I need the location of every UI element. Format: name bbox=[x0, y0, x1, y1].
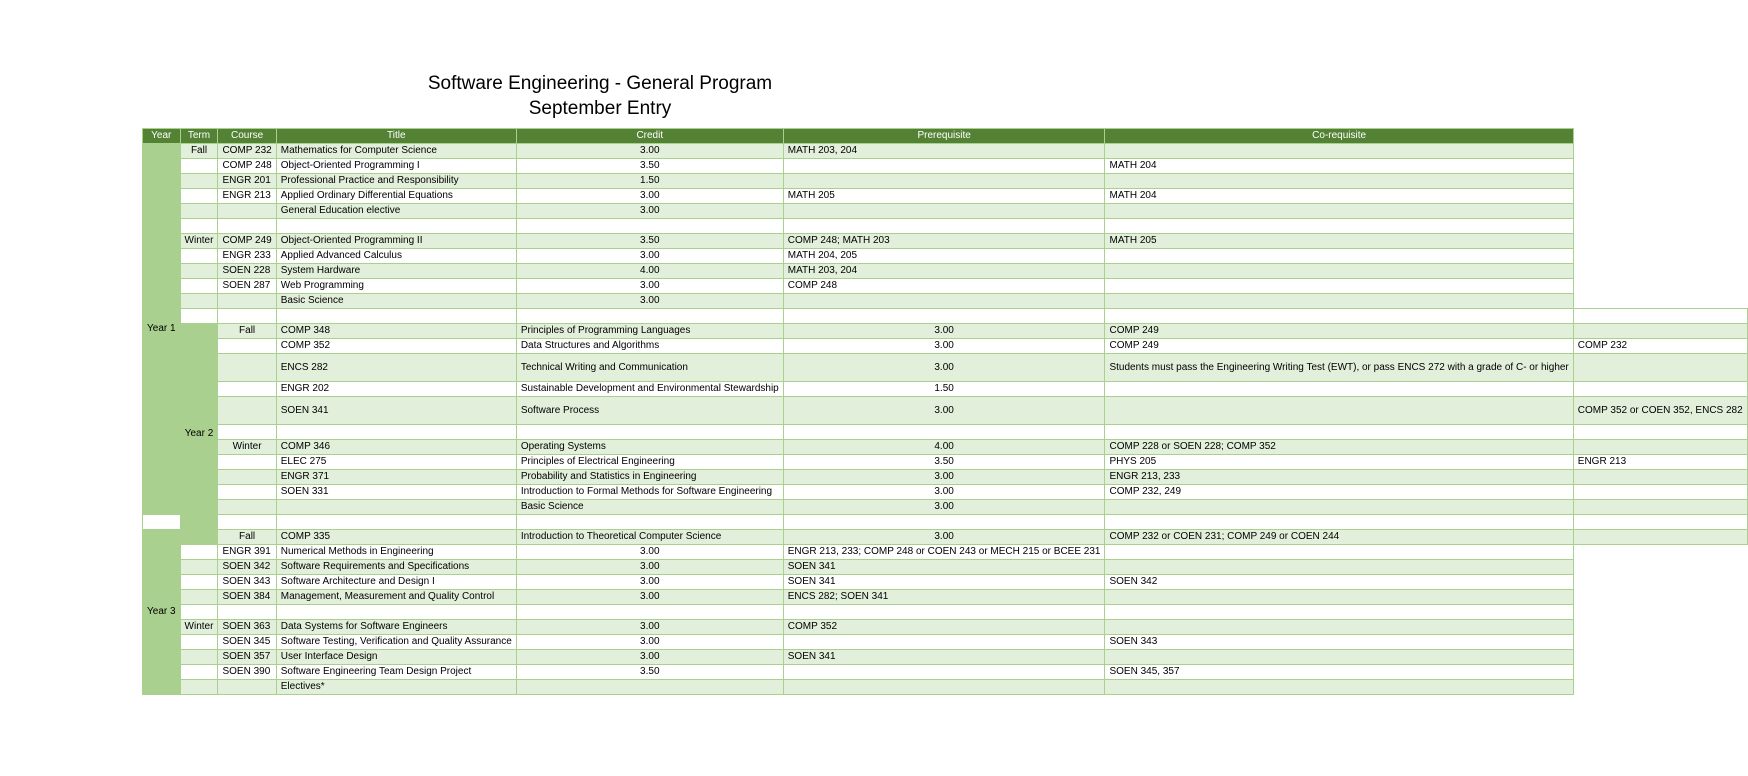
prerequisite-cell bbox=[1105, 515, 1573, 530]
term-cell bbox=[180, 204, 218, 219]
table-row bbox=[143, 425, 1748, 440]
table-row bbox=[143, 485, 1748, 500]
table-row bbox=[143, 575, 1748, 590]
course-cell: ELEC 275 bbox=[276, 455, 516, 470]
year-cell: Year 1 bbox=[143, 144, 181, 515]
prerequisite-cell bbox=[1105, 397, 1573, 425]
col-header-title: Title bbox=[276, 129, 516, 144]
credit-cell: 3.00 bbox=[783, 530, 1105, 545]
course-cell: ENGR 391 bbox=[218, 545, 276, 560]
prerequisite-cell: SOEN 341 bbox=[783, 575, 1105, 590]
table-row bbox=[143, 545, 1748, 560]
course-cell bbox=[218, 204, 276, 219]
prerequisite-cell: MATH 204, 205 bbox=[783, 249, 1105, 264]
title-cell: Applied Advanced Calculus bbox=[276, 249, 516, 264]
credit-cell: 3.00 bbox=[516, 620, 783, 635]
term-cell bbox=[218, 382, 276, 397]
corequisite-cell: ENGR 213 bbox=[1573, 455, 1747, 470]
prerequisite-cell bbox=[783, 294, 1105, 309]
term-cell bbox=[218, 309, 276, 324]
title-cell: Introduction to Theoretical Computer Science bbox=[516, 530, 783, 545]
credit-cell bbox=[783, 309, 1105, 324]
title-cell: Software Architecture and Design I bbox=[276, 575, 516, 590]
term-cell bbox=[218, 354, 276, 382]
term-cell: Winter bbox=[218, 440, 276, 455]
title-cell: Sustainable Development and Environmental Stewardship bbox=[516, 382, 783, 397]
document-title-block bbox=[0, 71, 1200, 121]
corequisite-cell bbox=[1105, 590, 1573, 605]
credit-cell: 3.00 bbox=[783, 470, 1105, 485]
table-row bbox=[143, 234, 1748, 249]
corequisite-cell bbox=[1573, 425, 1747, 440]
table-row bbox=[143, 635, 1748, 650]
term-cell: Fall bbox=[218, 530, 276, 545]
course-cell: ENGR 201 bbox=[218, 174, 276, 189]
credit-cell: 3.00 bbox=[516, 249, 783, 264]
table-row bbox=[143, 515, 1748, 530]
table-row bbox=[143, 189, 1748, 204]
corequisite-cell: MATH 204 bbox=[1105, 189, 1573, 204]
course-cell: COMP 348 bbox=[276, 324, 516, 339]
title-cell: Numerical Methods in Engineering bbox=[276, 545, 516, 560]
prerequisite-cell bbox=[783, 635, 1105, 650]
corequisite-cell bbox=[1573, 530, 1747, 545]
term-cell bbox=[180, 294, 218, 309]
course-cell: ENCS 282 bbox=[276, 354, 516, 382]
year-cell bbox=[180, 309, 218, 324]
corequisite-cell bbox=[1105, 680, 1573, 695]
col-header-term: Term bbox=[180, 129, 218, 144]
title-cell: Data Structures and Algorithms bbox=[516, 339, 783, 354]
title-cell: Basic Science bbox=[516, 500, 783, 515]
term-cell bbox=[218, 339, 276, 354]
title-cell bbox=[516, 309, 783, 324]
corequisite-cell bbox=[1105, 144, 1573, 159]
corequisite-cell bbox=[1105, 219, 1573, 234]
corequisite-cell: SOEN 343 bbox=[1105, 635, 1573, 650]
course-cell bbox=[276, 309, 516, 324]
title-cell: Object-Oriented Programming I bbox=[276, 159, 516, 174]
credit-cell: 3.00 bbox=[516, 650, 783, 665]
credit-cell: 4.00 bbox=[516, 264, 783, 279]
table-row bbox=[143, 665, 1748, 680]
prerequisite-cell: SOEN 341 bbox=[783, 650, 1105, 665]
table-row bbox=[143, 500, 1748, 515]
term-cell bbox=[218, 515, 276, 530]
term-cell bbox=[180, 635, 218, 650]
course-cell: ENGR 371 bbox=[276, 470, 516, 485]
course-cell: SOEN 341 bbox=[276, 397, 516, 425]
col-header-corequisite: Co-requisite bbox=[1105, 129, 1573, 144]
prerequisite-cell bbox=[1105, 500, 1573, 515]
term-cell bbox=[180, 590, 218, 605]
table-row bbox=[143, 309, 1748, 324]
credit-cell: 3.00 bbox=[516, 635, 783, 650]
corequisite-cell: COMP 232 bbox=[1573, 339, 1747, 354]
course-cell: SOEN 357 bbox=[218, 650, 276, 665]
prerequisite-cell: COMP 228 or SOEN 228; COMP 352 bbox=[1105, 440, 1573, 455]
credit-cell: 1.50 bbox=[783, 382, 1105, 397]
table-row bbox=[143, 204, 1748, 219]
document-subtitle: September Entry bbox=[528, 98, 672, 119]
credit-cell bbox=[516, 605, 783, 620]
term-cell bbox=[180, 575, 218, 590]
prerequisite-cell: MATH 205 bbox=[783, 189, 1105, 204]
corequisite-cell bbox=[1105, 174, 1573, 189]
prerequisite-cell: MATH 203, 204 bbox=[783, 264, 1105, 279]
title-cell: General Education elective bbox=[276, 204, 516, 219]
title-cell: User Interface Design bbox=[276, 650, 516, 665]
corequisite-cell: COMP 352 or COEN 352, ENCS 282 bbox=[1573, 397, 1747, 425]
corequisite-cell bbox=[1105, 605, 1573, 620]
title-cell: Electives* bbox=[276, 680, 516, 695]
year-cell bbox=[143, 515, 181, 530]
table-row bbox=[143, 159, 1748, 174]
title-cell bbox=[276, 605, 516, 620]
table-row bbox=[143, 144, 1748, 159]
corequisite-cell bbox=[1573, 440, 1747, 455]
corequisite-cell: SOEN 345, 357 bbox=[1105, 665, 1573, 680]
col-header-year: Year bbox=[143, 129, 181, 144]
corequisite-cell: SOEN 342 bbox=[1105, 575, 1573, 590]
term-cell: Winter bbox=[180, 620, 218, 635]
title-cell: Data Systems for Software Engineers bbox=[276, 620, 516, 635]
table-row bbox=[143, 470, 1748, 485]
title-cell: Principles of Electrical Engineering bbox=[516, 455, 783, 470]
credit-cell: 1.50 bbox=[516, 174, 783, 189]
title-cell: Technical Writing and Communication bbox=[516, 354, 783, 382]
term-cell bbox=[218, 485, 276, 500]
corequisite-cell bbox=[1105, 249, 1573, 264]
prerequisite-cell bbox=[783, 605, 1105, 620]
table-row bbox=[143, 174, 1748, 189]
corequisite-cell: MATH 204 bbox=[1105, 159, 1573, 174]
term-cell: Fall bbox=[180, 144, 218, 159]
credit-cell: 3.00 bbox=[783, 324, 1105, 339]
course-cell: COMP 335 bbox=[276, 530, 516, 545]
corequisite-cell bbox=[1573, 354, 1747, 382]
prerequisite-cell: COMP 352 bbox=[783, 620, 1105, 635]
corequisite-cell bbox=[1573, 470, 1747, 485]
table-row bbox=[143, 354, 1748, 382]
course-cell bbox=[218, 605, 276, 620]
prerequisite-cell bbox=[1105, 425, 1573, 440]
table-row bbox=[143, 249, 1748, 264]
prerequisite-cell bbox=[783, 680, 1105, 695]
corequisite-cell bbox=[1105, 294, 1573, 309]
corequisite-cell bbox=[1573, 324, 1747, 339]
term-cell bbox=[180, 189, 218, 204]
title-cell: Software Requirements and Specifications bbox=[276, 560, 516, 575]
col-header-credit: Credit bbox=[516, 129, 783, 144]
table-row bbox=[143, 455, 1748, 470]
credit-cell: 4.00 bbox=[783, 440, 1105, 455]
credit-cell: 3.50 bbox=[783, 455, 1105, 470]
corequisite-cell bbox=[1105, 279, 1573, 294]
corequisite-cell bbox=[1573, 485, 1747, 500]
corequisite-cell bbox=[1105, 650, 1573, 665]
course-cell bbox=[276, 425, 516, 440]
course-cell: SOEN 343 bbox=[218, 575, 276, 590]
credit-cell: 3.50 bbox=[516, 665, 783, 680]
term-cell bbox=[218, 470, 276, 485]
course-cell bbox=[276, 515, 516, 530]
term-cell bbox=[180, 560, 218, 575]
prerequisite-cell: COMP 232, 249 bbox=[1105, 485, 1573, 500]
table-row bbox=[143, 560, 1748, 575]
prerequisite-cell bbox=[783, 219, 1105, 234]
course-cell: SOEN 287 bbox=[218, 279, 276, 294]
corequisite-cell: MATH 205 bbox=[1105, 234, 1573, 249]
course-cell bbox=[218, 219, 276, 234]
title-cell: Principles of Programming Languages bbox=[516, 324, 783, 339]
title-cell: Introduction to Formal Methods for Software Engineering bbox=[516, 485, 783, 500]
credit-cell: 3.00 bbox=[783, 354, 1105, 382]
title-cell: Basic Science bbox=[276, 294, 516, 309]
table-row bbox=[143, 590, 1748, 605]
term-cell bbox=[180, 605, 218, 620]
credit-cell: 3.00 bbox=[516, 294, 783, 309]
table-row bbox=[143, 279, 1748, 294]
prerequisite-cell: ENGR 213, 233 bbox=[1105, 470, 1573, 485]
title-cell: Probability and Statistics in Engineering bbox=[516, 470, 783, 485]
credit-cell: 3.00 bbox=[516, 279, 783, 294]
course-cell: SOEN 345 bbox=[218, 635, 276, 650]
prerequisite-cell bbox=[783, 174, 1105, 189]
course-cell bbox=[276, 500, 516, 515]
credit-cell bbox=[783, 515, 1105, 530]
title-cell: Software Process bbox=[516, 397, 783, 425]
credit-cell: 3.00 bbox=[783, 397, 1105, 425]
term-cell bbox=[180, 279, 218, 294]
course-cell: ENGR 213 bbox=[218, 189, 276, 204]
title-cell: Management, Measurement and Quality Control bbox=[276, 590, 516, 605]
table-row bbox=[143, 219, 1748, 234]
credit-cell: 3.00 bbox=[783, 485, 1105, 500]
term-cell: Winter bbox=[180, 234, 218, 249]
term-cell bbox=[180, 159, 218, 174]
term-cell bbox=[218, 455, 276, 470]
course-cell: COMP 249 bbox=[218, 234, 276, 249]
title-cell: Operating Systems bbox=[516, 440, 783, 455]
year-cell: Year 3 bbox=[143, 530, 181, 695]
credit-cell: 3.50 bbox=[516, 159, 783, 174]
document-title: Software Engineering - General Program bbox=[427, 73, 773, 94]
course-cell: SOEN 228 bbox=[218, 264, 276, 279]
table-row bbox=[143, 324, 1748, 339]
prerequisite-cell: ENCS 282; SOEN 341 bbox=[783, 590, 1105, 605]
prerequisite-cell bbox=[1105, 309, 1573, 324]
course-schedule-table bbox=[142, 128, 1748, 695]
credit-cell bbox=[516, 219, 783, 234]
credit-cell: 3.00 bbox=[516, 545, 783, 560]
term-cell bbox=[180, 219, 218, 234]
credit-cell: 3.50 bbox=[516, 234, 783, 249]
credit-cell: 3.00 bbox=[516, 590, 783, 605]
header-row bbox=[143, 129, 1748, 144]
table-row bbox=[143, 339, 1748, 354]
col-header-course: Course bbox=[218, 129, 276, 144]
term-cell: Fall bbox=[218, 324, 276, 339]
prerequisite-cell: Students must pass the Engineering Writing Test (EWT), or pass ENCS 272 with a grade of C- or higher bbox=[1105, 354, 1573, 382]
credit-cell: 3.00 bbox=[516, 575, 783, 590]
title-cell: Professional Practice and Responsibility bbox=[276, 174, 516, 189]
title-cell bbox=[516, 425, 783, 440]
prerequisite-cell: COMP 249 bbox=[1105, 324, 1573, 339]
table-row bbox=[143, 530, 1748, 545]
title-cell bbox=[276, 219, 516, 234]
credit-cell: 3.00 bbox=[516, 204, 783, 219]
col-header-prerequisite: Prerequisite bbox=[783, 129, 1105, 144]
corequisite-cell bbox=[1105, 264, 1573, 279]
prerequisite-cell bbox=[783, 204, 1105, 219]
term-cell bbox=[180, 249, 218, 264]
course-cell bbox=[218, 294, 276, 309]
title-cell: System Hardware bbox=[276, 264, 516, 279]
term-cell bbox=[180, 665, 218, 680]
prerequisite-cell bbox=[783, 665, 1105, 680]
prerequisite-cell: COMP 249 bbox=[1105, 339, 1573, 354]
credit-cell: 3.00 bbox=[783, 339, 1105, 354]
prerequisite-cell: ENGR 213, 233; COMP 248 or COEN 243 or MECH 215 or BCEE 231 bbox=[783, 545, 1105, 560]
title-cell: Software Testing, Verification and Quality Assurance bbox=[276, 635, 516, 650]
table-row bbox=[143, 620, 1748, 635]
corequisite-cell bbox=[1105, 545, 1573, 560]
corequisite-cell bbox=[1573, 309, 1747, 324]
prerequisite-cell bbox=[783, 159, 1105, 174]
course-cell: COMP 248 bbox=[218, 159, 276, 174]
corequisite-cell bbox=[1105, 560, 1573, 575]
title-cell bbox=[516, 515, 783, 530]
title-cell: Applied Ordinary Differential Equations bbox=[276, 189, 516, 204]
course-cell: ENGR 202 bbox=[276, 382, 516, 397]
prerequisite-cell: COMP 248; MATH 203 bbox=[783, 234, 1105, 249]
course-cell: COMP 232 bbox=[218, 144, 276, 159]
table-row bbox=[143, 605, 1748, 620]
table-row bbox=[143, 382, 1748, 397]
credit-cell: 3.00 bbox=[783, 500, 1105, 515]
prerequisite-cell bbox=[1105, 382, 1573, 397]
table-row bbox=[143, 650, 1748, 665]
term-cell bbox=[218, 397, 276, 425]
table-row bbox=[143, 294, 1748, 309]
course-cell: SOEN 363 bbox=[218, 620, 276, 635]
corequisite-cell bbox=[1573, 500, 1747, 515]
corequisite-cell bbox=[1105, 204, 1573, 219]
course-cell: COMP 346 bbox=[276, 440, 516, 455]
table-row bbox=[143, 680, 1748, 695]
year-cell: Year 2 bbox=[180, 324, 218, 545]
title-cell: Mathematics for Computer Science bbox=[276, 144, 516, 159]
credit-cell bbox=[516, 680, 783, 695]
term-cell bbox=[180, 174, 218, 189]
prerequisite-cell: COMP 248 bbox=[783, 279, 1105, 294]
term-cell bbox=[180, 545, 218, 560]
credit-cell: 3.00 bbox=[516, 144, 783, 159]
course-cell: SOEN 342 bbox=[218, 560, 276, 575]
term-cell bbox=[180, 264, 218, 279]
corequisite-cell bbox=[1105, 620, 1573, 635]
term-cell bbox=[180, 680, 218, 695]
table-row bbox=[143, 397, 1748, 425]
course-cell bbox=[218, 680, 276, 695]
course-cell: SOEN 384 bbox=[218, 590, 276, 605]
prerequisite-cell: COMP 232 or COEN 231; COMP 249 or COEN 244 bbox=[1105, 530, 1573, 545]
title-cell: Object-Oriented Programming II bbox=[276, 234, 516, 249]
credit-cell: 3.00 bbox=[516, 560, 783, 575]
prerequisite-cell: SOEN 341 bbox=[783, 560, 1105, 575]
prerequisite-cell: MATH 203, 204 bbox=[783, 144, 1105, 159]
course-cell: SOEN 331 bbox=[276, 485, 516, 500]
table-row bbox=[143, 264, 1748, 279]
title-cell: Software Engineering Team Design Project bbox=[276, 665, 516, 680]
corequisite-cell bbox=[1573, 382, 1747, 397]
credit-cell: 3.00 bbox=[516, 189, 783, 204]
term-cell bbox=[218, 500, 276, 515]
prerequisite-cell: PHYS 205 bbox=[1105, 455, 1573, 470]
title-cell: Web Programming bbox=[276, 279, 516, 294]
term-cell bbox=[180, 650, 218, 665]
term-cell bbox=[218, 425, 276, 440]
course-cell: SOEN 390 bbox=[218, 665, 276, 680]
course-cell: COMP 352 bbox=[276, 339, 516, 354]
table-row bbox=[143, 440, 1748, 455]
credit-cell bbox=[783, 425, 1105, 440]
corequisite-cell bbox=[1573, 515, 1747, 530]
course-cell: ENGR 233 bbox=[218, 249, 276, 264]
